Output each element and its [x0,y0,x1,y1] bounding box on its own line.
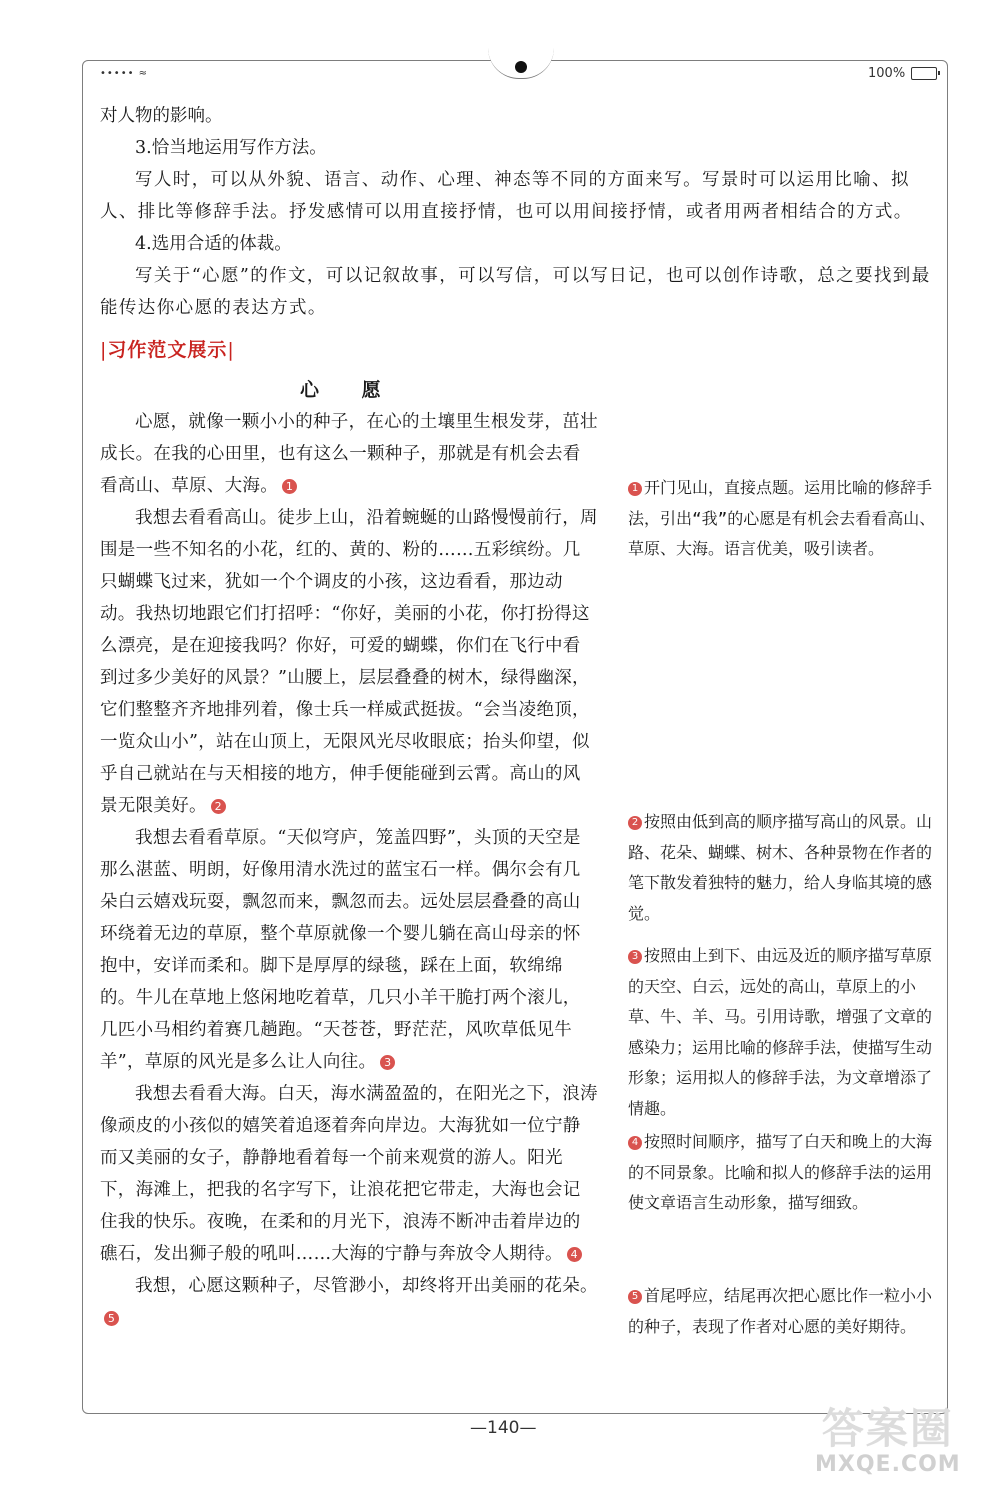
item4-title: 4.选用合适的体裁。 [135,234,292,254]
status-right [868,66,937,81]
signal-icon: ••••• ≈ [100,68,149,79]
marker-1: 1 [282,479,297,494]
essay-title: 心 愿 [300,379,399,401]
essay-body [100,406,598,1334]
annotation-2 [628,807,940,929]
marker-3: 3 [380,1055,395,1070]
annotation-5 [628,1281,940,1342]
annotation-text-4: 按照时间顺序，描写了白天和晚上的大海的不同景象。比喻和拟人的修辞手法的运用使文章语言生动形象，描写细致。 [628,1132,933,1212]
essay-paragraph-4: 我想去看看大海。白天，海水满盈盈的，在阳光之下，浪涛像顽皮的小孩似的嬉笑着追逐着奔向岸边。大海犹如一位宁静而又美丽的女子，静静地看着每一个前来观赏的游人。阳光下，海滩上，把我的名字写下，让浪花把它带走，大海也会记住我的快乐。夜晚，在柔和的月光下，浪涛不断冲击着岸边的礁石，发出狮子般的吼叫……大海的宁静与奔放令人期待。 4 [100,1084,598,1264]
essay-paragraph-5: 我想，心愿这颗种子，尽管渺小，却终将开出美丽的花朵。5 [100,1270,598,1334]
item3-title: 3.恰当地运用写作方法。 [135,138,327,158]
battery-icon [911,67,937,80]
watermark-line1: 答案圈 [821,1404,954,1453]
annotation-3 [628,941,940,1124]
essay-paragraph-1: 心愿，就像一颗小小的种子，在心的土壤里生根发芽，茁壮成长。在我的心田里，也有这么一颗种子，那就是有机会去看看高山、草原、大海。 1 [100,412,598,496]
annotation-1 [628,473,940,565]
watermark-logo [815,1404,961,1477]
intro-block [100,100,946,324]
battery-percent: 100% [868,66,906,81]
watermark-line2: MXQE.COM [815,1452,961,1477]
page-number: —140— [470,1418,537,1438]
essay-paragraph-2: 我想去看看高山。徒步上山，沿着蜿蜒的山路慢慢前行，周围是一些不知名的小花，红的、黄的、粉的……五彩缤纷。几只蝴蝶飞过来，犹如一个个调皮的小孩，这边看看，那边动动。我热切地跟它们打招呼：“你好，美丽的小花，你打扮得这么漂亮，是在迎接我吗？你好，可爱的蝴蝶，你们在飞行中看到过多少美好的风景？”山腰上，层层叠叠的树木，绿得幽深，它们整整齐齐地排列着，像士兵一样威武挺拔。“会当凌绝顶，一览众山小”，站在山顶上，无限风光尽收眼底；抬头仰望，似乎自己就站在与天相接的地方，伸手便能碰到云霄。高山的风景无限美好。 2 [100,508,598,816]
annotation-text-2: 按照由低到高的顺序描写高山的风景。山路、花朵、蝴蝶、树木、各种景物在作者的笔下散发着独特的魅力，给人身临其境的感觉。 [628,812,933,923]
section-heading-text: 习作范文展示 [107,339,228,361]
marker-5: 5 [104,1311,119,1326]
annotation-text-1: 开门见山，直接点题。运用比喻的修辞手法，引出“我”的心愿是有机会去看看高山、草原、大海。语言优美，吸引读者。 [628,478,936,558]
annotation-marker-5: 5 [628,1290,642,1304]
essay-paragraph-3: 我想去看看草原。“天似穹庐，笼盖四野”，头顶的天空是那么湛蓝、明朗，好像用清水洗过的蓝宝石一样。偶尔会有几朵白云嬉戏玩耍，飘忽而来，飘忽而去。远处层层叠叠的高山环绕着无边的草原，整个草原就像一个婴儿躺在高山母亲的怀抱中，安详而柔和。脚下是厚厚的绿毯，踩在上面，软绵绵的。牛儿在草地上悠闲地吃着草，几只小羊干脆打两个滚儿，几匹小马相约着赛几趟跑。“天苍苍，野茫茫，风吹草低见牛羊”，草原的风光是多么让人向往。 3 [100,828,581,1072]
annotation-4 [628,1127,940,1219]
section-heading: |习作范文展示| [100,339,235,361]
annotation-marker-3: 3 [628,950,642,964]
annotation-marker-2: 2 [628,816,642,830]
annotation-text-5: 首尾呼应，结尾再次把心愿比作一粒小小的种子，表现了作者对心愿的美好期待。 [628,1286,933,1336]
item4-body: 写关于“心愿”的作文，可以记叙故事，可以写信，可以写日记，也可以创作诗歌，总之要找到最能传达你心愿的表达方式。 [100,266,931,318]
item3-body: 写人时，可以从外貌、语言、动作、心理、神态等不同的方面来写。写景时可以运用比喻、拟人、排比等修辞手法。抒发感情可以用直接抒情，也可以用间接抒情，或者用两者相结合的方式。 [100,170,913,222]
annotation-text-3: 按照由上到下、由远及近的顺序描写草原的天空、白云，远处的高山，草原上的小草、牛、羊、马。引用诗歌，增强了文章的感染力；运用比喻的修辞手法，使描写生动形象；运用拟人的修辞手法，为文章增添了情趣。 [628,946,933,1118]
annotation-marker-4: 4 [628,1136,642,1150]
marker-4: 4 [567,1247,582,1262]
annotation-marker-1: 1 [628,482,642,496]
intro-line: 对人物的影响。 [100,106,223,126]
camera-dot [515,61,527,73]
marker-2: 2 [211,799,226,814]
